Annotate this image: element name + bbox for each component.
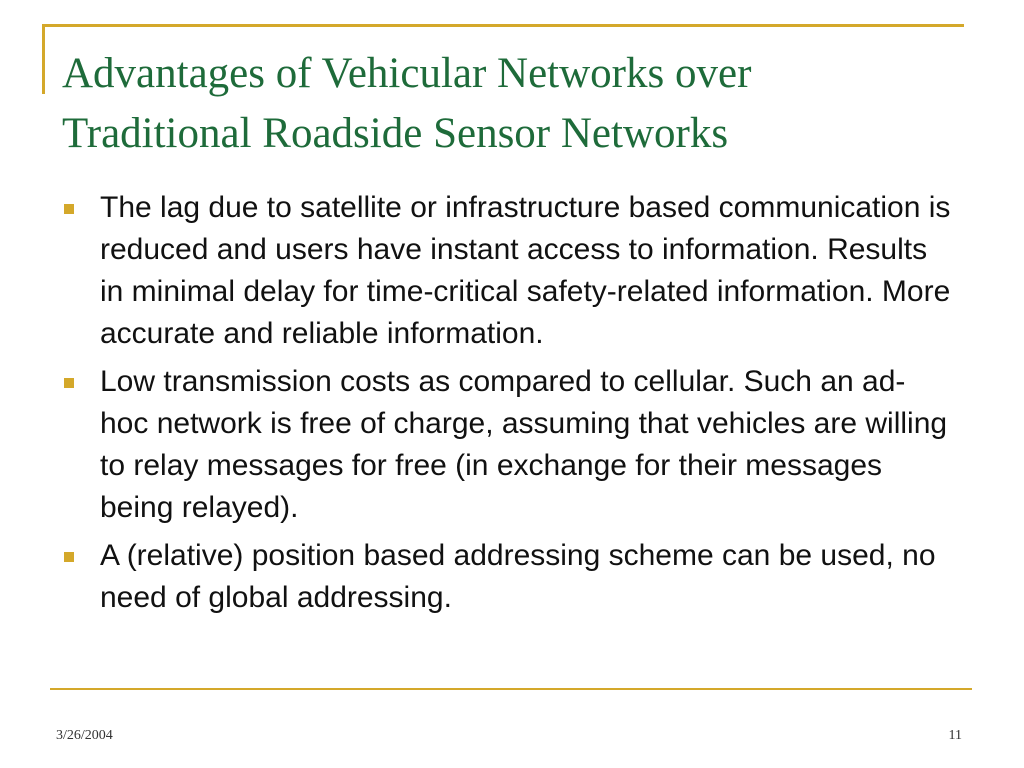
square-bullet-icon xyxy=(64,204,74,214)
slide-title-line-1: Advantages of Vehicular Networks over xyxy=(62,50,752,97)
top-accent-rule xyxy=(42,24,964,27)
footer-page-number: 11 xyxy=(948,728,962,743)
bottom-accent-rule xyxy=(50,688,972,690)
footer-date: 3/26/2004 xyxy=(56,728,113,743)
bullet-text: The lag due to satellite or infrastructure based communication is reduced and users have instant access to information. Results in minimal delay for time-critical safety-related information. More accurate and reliable information. xyxy=(100,191,951,350)
bullet-item xyxy=(62,361,952,529)
bullet-item xyxy=(62,187,952,355)
bullet-text: Low transmission costs as compared to cellular. Such an ad-hoc network is free of charge, assuming that vehicles are willing to relay messages for free (in exchange for their messages being relayed). xyxy=(100,365,948,524)
left-accent-rule xyxy=(42,24,45,94)
bullet-text: A (relative) position based addressing scheme can be used, no need of global addressing. xyxy=(100,539,936,614)
slide-title xyxy=(62,44,962,164)
slide-title-line-2: Traditional Roadside Sensor Networks xyxy=(62,110,729,157)
bullet-list xyxy=(62,187,952,625)
square-bullet-icon xyxy=(64,552,74,562)
square-bullet-icon xyxy=(64,378,74,388)
bullet-item xyxy=(62,535,952,619)
